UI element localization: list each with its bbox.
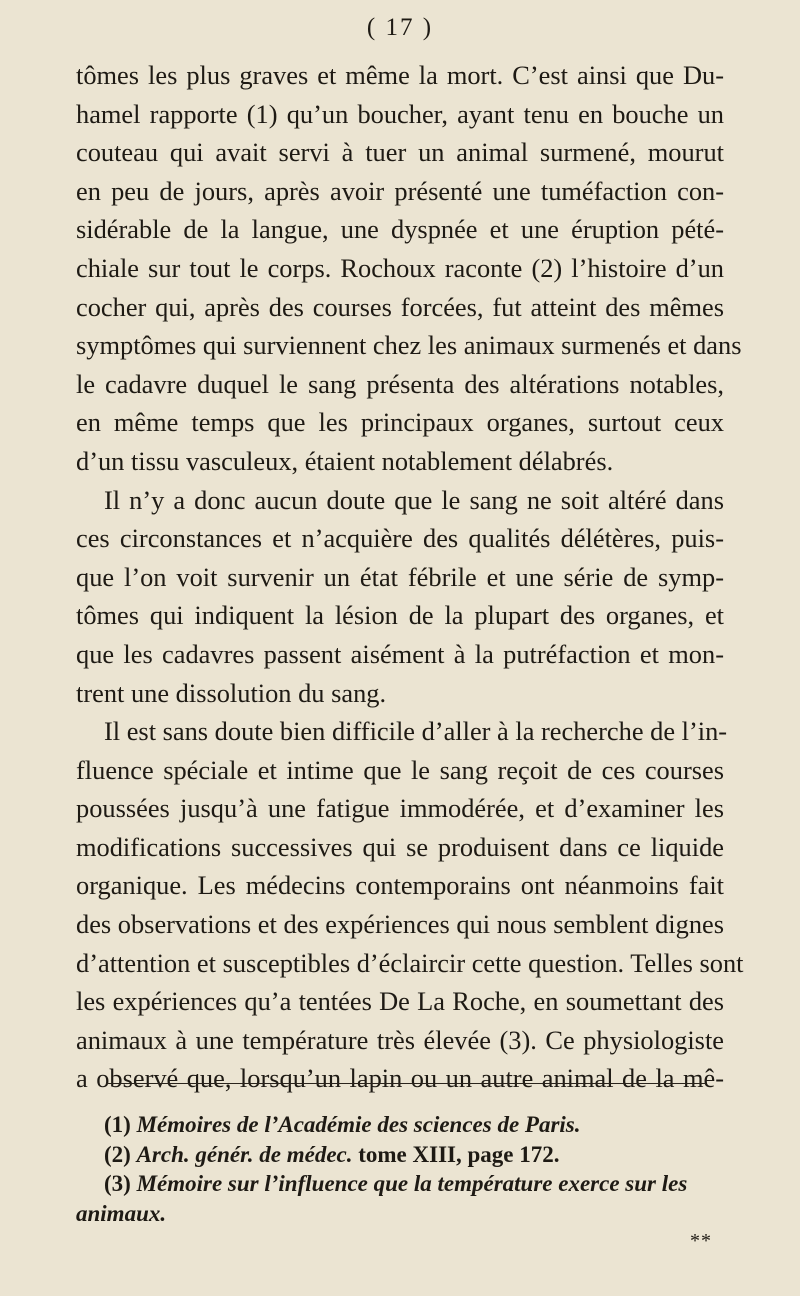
text-line: que l’on voit survenir un état fébrile et une série de symp- bbox=[76, 561, 724, 592]
text-line: chiale sur tout le corps. Rochoux raconte (2) l’histoire d’un bbox=[76, 252, 724, 283]
text-line: ces circonstances et n’acquière des qualités délétères, puis- bbox=[76, 523, 724, 554]
footnote-reference: tome XIII, page 172. bbox=[358, 1141, 560, 1167]
footnote-number: (3) bbox=[104, 1171, 131, 1196]
text-line: des observations et des expériences qui nous semblent dignes bbox=[76, 909, 724, 940]
footnote-2 bbox=[76, 1140, 724, 1170]
text-line: organique. Les médecins contemporains ont néanmoins fait bbox=[76, 870, 724, 901]
text-line: trent une dissolution du sang. bbox=[76, 677, 387, 708]
footnote-title: Mémoires de l’Académie des sciences de Paris. bbox=[136, 1112, 581, 1137]
footnotes bbox=[76, 1110, 724, 1228]
text-line: Il n’y a donc aucun doute que le sang ne soit altéré dans bbox=[104, 484, 724, 515]
text-line: d’attention et susceptibles d’éclaircir cette question. Telles sont bbox=[76, 947, 744, 978]
footnote-title: Arch. génér. de médec. bbox=[136, 1141, 353, 1167]
footnote-number: (2) bbox=[104, 1141, 131, 1167]
text-line: poussées jusqu’à une fatigue immodérée, et d’examiner les bbox=[76, 793, 724, 824]
text-line: le cadavre duquel le sang présenta des altérations notables, bbox=[76, 368, 724, 399]
footnote-title: animaux. bbox=[76, 1200, 167, 1226]
footnote-divider bbox=[106, 1083, 706, 1084]
text-line: symptômes qui surviennent chez les animaux surmenés et dans bbox=[76, 330, 742, 361]
text-line: animaux à une température très élevée (3). Ce physiologiste bbox=[76, 1024, 724, 1055]
footnote-number: (1) bbox=[104, 1112, 131, 1137]
footnote-3-continued bbox=[76, 1199, 724, 1229]
text-line: Il est sans doute bien difficile d’aller à la recherche de l’in- bbox=[104, 716, 728, 747]
text-line: d’un tissu vasculeux, étaient notablement délabrés. bbox=[76, 445, 614, 476]
text-line: cocher qui, après des courses forcées, fut atteint des mêmes bbox=[76, 291, 724, 322]
text-line: tômes qui indiquent la lésion de la plupart des organes, et bbox=[76, 600, 724, 631]
text-line: les expériences qu’a tentées De La Roche, en soumettant des bbox=[76, 986, 724, 1017]
text-line: modifications successives qui se produisent dans ce liquide bbox=[76, 831, 724, 862]
footnote-title: Mémoire sur l’influence que la température exerce sur les bbox=[136, 1171, 688, 1196]
text-line: sidérable de la langue, une dyspnée et une éruption pété- bbox=[76, 214, 724, 245]
text-line: en peu de jours, après avoir présenté une tuméfaction con- bbox=[76, 175, 724, 206]
main-text bbox=[76, 56, 744, 1098]
signature-mark: ** bbox=[690, 1230, 712, 1252]
text-line: fluence spéciale et intime que le sang reçoit de ces courses bbox=[76, 754, 724, 785]
text-line: hamel rapporte (1) qu’un boucher, ayant tenu en bouche un bbox=[76, 98, 724, 129]
footnote-1 bbox=[76, 1110, 724, 1140]
page-number: ( 17 ) bbox=[366, 14, 434, 41]
text-line: en même temps que les principaux organes, surtout ceux bbox=[76, 407, 724, 438]
text-line: a observé que, lorsqu’un lapin ou un autre animal de la mê- bbox=[76, 1063, 724, 1094]
footnote-3 bbox=[76, 1169, 724, 1199]
text-line: tômes les plus graves et même la mort. C’est ainsi que Du- bbox=[76, 60, 724, 90]
text-line: que les cadavres passent aisément à la putréfaction et mon- bbox=[76, 638, 724, 669]
text-line: couteau qui avait servi à tuer un animal surmené, mourut bbox=[76, 137, 724, 168]
